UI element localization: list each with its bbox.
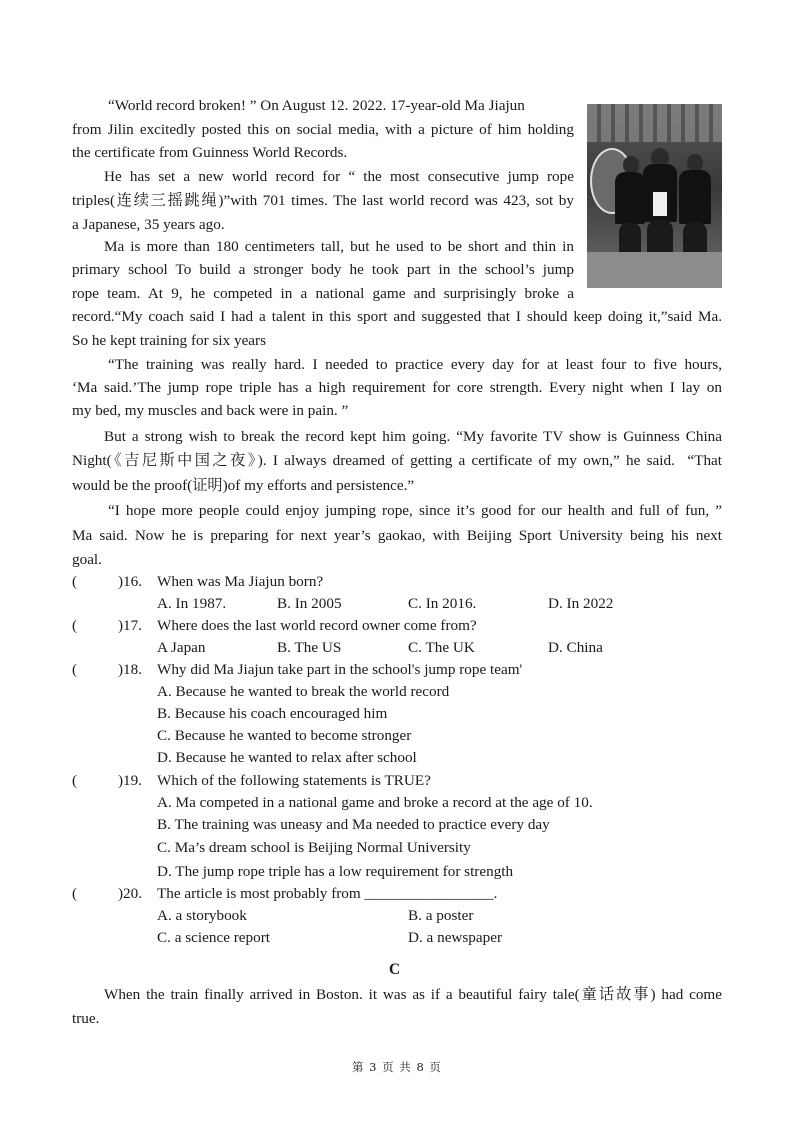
answer-blank-17[interactable]: ( xyxy=(72,617,78,634)
question-number: )20. xyxy=(118,885,143,902)
page-footer: 第 3 页 共 8 页 xyxy=(352,1060,442,1074)
question-text: Which of the following statements is TRUE? xyxy=(157,772,431,789)
option-d[interactable]: D. China xyxy=(548,639,603,656)
article-line: goal. xyxy=(72,551,102,568)
answer-blank-20[interactable]: ( xyxy=(72,885,78,902)
option-d[interactable]: D. In 2022 xyxy=(548,595,614,612)
option-a[interactable]: A. Ma competed in a national game and broke a record at the age of 10. xyxy=(157,794,593,811)
question-number: )19. xyxy=(118,772,143,789)
article-line: Ma is more than 180 centimeters tall, but he used to be short and thin in xyxy=(104,238,574,255)
article-line: the certificate from Guinness World Records. xyxy=(72,144,348,161)
article-line: primary school To build a stronger body he took part in the school’s jump xyxy=(72,261,574,278)
article-line: So he kept training for six years xyxy=(72,332,267,349)
question-text: Where does the last world record owner come from? xyxy=(157,617,477,634)
article-line: Night(《吉尼斯中国之夜》). I always dreamed of getting a certificate of my own,” he said. “That xyxy=(72,452,722,469)
option-a[interactable]: A. In 1987. xyxy=(157,595,227,612)
option-b[interactable]: B. In 2005 xyxy=(277,595,342,612)
option-d[interactable]: D. The jump rope triple has a low requirement for strength xyxy=(157,863,514,880)
article-line: from Jilin excitedly posted this on social media, with a picture of him holding xyxy=(72,121,574,138)
answer-blank-16[interactable]: ( xyxy=(72,573,78,590)
option-a[interactable]: A. a storybook xyxy=(157,907,247,924)
article-line: ‘Ma said.’The jump rope triple has a high requirement for core strength. Every night when I lay on xyxy=(72,379,722,396)
article-line: my bed, my muscles and back were in pain. ” xyxy=(72,402,349,419)
article-line: He has set a new world record for “ the most consecutive jump rope xyxy=(104,168,574,185)
guinness-certificate-photo xyxy=(587,104,722,288)
question-text: When was Ma Jiajun born? xyxy=(157,573,324,590)
option-b[interactable]: B. The training was uneasy and Ma needed to practice every day xyxy=(157,816,550,833)
option-b[interactable]: B. Because his coach encouraged him xyxy=(157,705,388,722)
article-line: true. xyxy=(72,1010,100,1027)
article-line: would be the proof(证明)of my efforts and persistence.” xyxy=(72,477,415,494)
question-text: Why did Ma Jiajun take part in the school's jump rope team' xyxy=(157,661,523,678)
article-line: triples(连续三摇跳绳)”with 701 times. The last world record was 423, sot by xyxy=(72,192,574,209)
question-text: The article is most probably from _________________. xyxy=(157,885,498,902)
article-line: Ma said. Now he is preparing for next year’s gaokao, with Beijing Sport University being his next xyxy=(72,527,722,544)
option-d[interactable]: D. Because he wanted to relax after school xyxy=(157,749,417,766)
article-line: rope team. At 9, he competed in a national game and surprisingly broke a xyxy=(72,285,574,302)
option-d[interactable]: D. a newspaper xyxy=(408,929,503,946)
article-line: a Japanese, 35 years ago. xyxy=(72,216,225,233)
question-number: )16. xyxy=(118,573,143,590)
option-c[interactable]: C. Because he wanted to become stronger xyxy=(157,727,412,744)
option-c[interactable]: C. The UK xyxy=(408,639,475,656)
article-line: But a strong wish to break the record kept him going. “My favorite TV show is Guinness China xyxy=(104,428,722,445)
option-b[interactable]: B. The US xyxy=(277,639,342,656)
answer-blank-19[interactable]: ( xyxy=(72,772,78,789)
question-number: )18. xyxy=(118,661,143,678)
option-c[interactable]: C. a science report xyxy=(157,929,271,946)
option-a[interactable]: A Japan xyxy=(157,639,206,656)
question-number: )17. xyxy=(118,617,143,634)
option-c[interactable]: C. In 2016. xyxy=(408,595,477,612)
option-c[interactable]: C. Ma’s dream school is Beijing Normal University xyxy=(157,839,471,856)
option-a[interactable]: A. Because he wanted to break the world record xyxy=(157,683,450,700)
article-line: “The training was really hard. I needed to practice every day for at least four to five hours, xyxy=(108,356,722,373)
article-line: “World record broken! ” On August 12. 2022. 17-year-old Ma Jiajun xyxy=(108,97,525,114)
section-heading: C xyxy=(389,961,401,978)
option-b[interactable]: B. a poster xyxy=(408,907,474,924)
article-line: When the train finally arrived in Boston. it was as if a beautiful fairy tale(童话故事) had come xyxy=(104,986,722,1003)
article-line: record.“My coach said I had a talent in this sport and suggested that I should keep doing it,”said Ma. xyxy=(72,308,722,325)
answer-blank-18[interactable]: ( xyxy=(72,661,78,678)
article-line: “I hope more people could enjoy jumping rope, since it’s good for our health and full of fun, ” xyxy=(108,502,722,519)
